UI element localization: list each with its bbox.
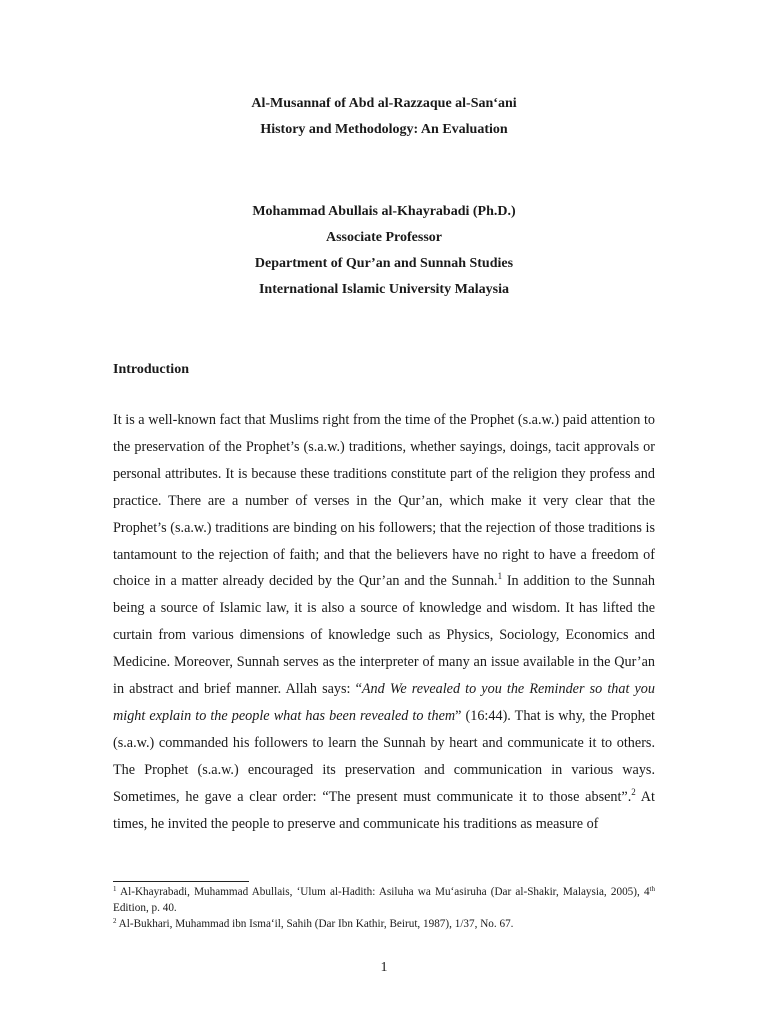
footnote-1-text: Al-Khayrabadi, Muhammad Abullais, ‘Ulum al-Hadith: Asiluha wa Mu‘asiruha (Dar al-Shakir, Malaysia, 2005), 4	[116, 886, 650, 898]
footnote-1-text-end: Edition, p. 40.	[113, 902, 177, 914]
author-name: Mohammad Abullais al-Khayrabadi (Ph.D.)	[252, 204, 516, 219]
quran-quote: And We revealed to you the Reminder so that you might explain to the people what has been revealed to them	[113, 681, 655, 724]
footnote-2-text: Al-Bukhari, Muhammad ibn Isma‘il, Sahih (Dar Ibn Kathir, Beirut, 1987), 1/37, No. 67.	[116, 918, 514, 930]
author-department: Department of Qur’an and Sunnah Studies	[254, 256, 514, 271]
footnote-separator	[113, 881, 249, 882]
footnote-ref-2[interactable]: 2	[631, 786, 636, 797]
title-line-1: Al-Musannaf of Abd al-Razzaque al-San‘ani	[251, 96, 517, 111]
body-text-part-2: In addition to the Sunnah being a source of Islamic law, it is also a source of knowledge and wisdom. It has lifted the curtain from various dimensions of knowledge such as Physics, Sociology, Economics and Medicine. Moreover, Sunnah serves as the interpreter of many an issue available in the Qur’an in abstract and brief manner. Allah says: “	[113, 573, 655, 698]
section-heading: Introduction	[113, 362, 189, 377]
footnote-ref-1[interactable]: 1	[497, 571, 503, 582]
title-line-2: History and Methodology: An Evaluation	[260, 122, 508, 137]
author-university: International Islamic University Malaysia	[258, 282, 510, 297]
body-paragraph	[113, 407, 655, 838]
footnotes	[113, 884, 655, 932]
footnote-1	[113, 884, 655, 916]
footnote-2	[113, 916, 655, 932]
body-text-part-4: At times, he invited the people to preserve and communicate his traditions as measure of	[113, 788, 655, 832]
footnote-1-superscript: th	[649, 885, 655, 893]
body-text-part-3: ” (16:44). That is why, the Prophet (s.a.w.) commanded his followers to learn the Sunnah by heart and communicate it to others. The Prophet (s.a.w.) encouraged its preservation and communication in various ways. Sometimes, he gave a clear order: “The present must communicate it to those absent”.	[113, 707, 655, 805]
author-position: Associate Professor	[326, 230, 442, 245]
page-number: 1	[380, 960, 388, 975]
body-text-part-1: It is a well-known fact that Muslims right from the time of the Prophet (s.a.w.) paid attention to the preservation of the Prophet’s (s.a.w.) traditions, whether sayings, doings, tacit approvals or personal attributes. It is because these traditions constitute part of the religion they profess and practice. There are a number of verses in the Qur’an, which make it very clear that the Prophet’s (s.a.w.) traditions are binding on his followers; that the rejection of those traditions is tantamount to the rejection of faith; and that the believers have no right to have a freedom of choice in a matter already decided by the Qur’an and the Sunnah.	[113, 412, 655, 590]
footnote-2-number: 2	[113, 917, 117, 925]
footnote-1-number: 1	[113, 885, 117, 893]
